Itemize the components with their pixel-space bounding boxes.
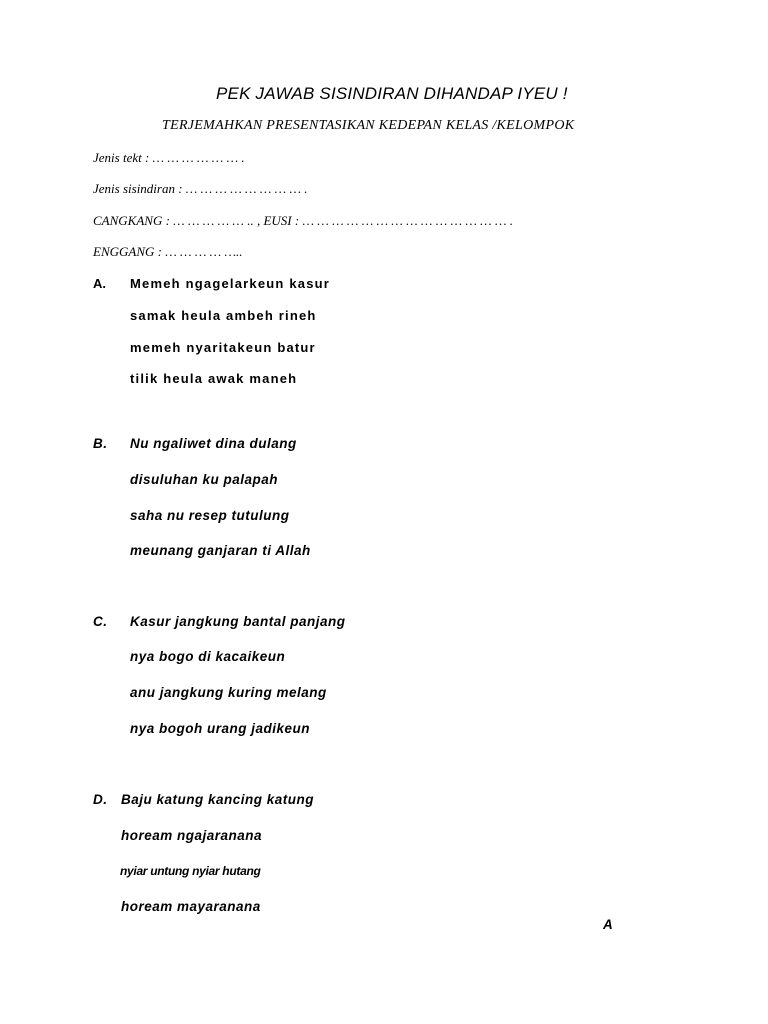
poem-label: B.	[93, 436, 108, 451]
poem-line: hoream mayaranana	[121, 899, 261, 914]
field-jenis-sisindiran: Jenis sisindiran : … … … … … … … … .	[93, 181, 308, 196]
poem-line: anu jangkung kuring melang	[130, 685, 327, 700]
poem-line: nya bogoh urang jadikeun	[130, 721, 311, 736]
footer-mark: A	[603, 917, 614, 932]
page-subtitle: TERJEMAHKAN PRESENTASIKAN KEDEPAN KELAS /KELOMPOK	[162, 118, 575, 133]
page-title: PEK JAWAB SISINDIRAN DIHANDAP IYEU !	[216, 84, 568, 103]
poem-line: hoream ngajaranana	[121, 828, 263, 843]
poem-label: D.	[93, 792, 108, 807]
poem-line: saha nu resep tutulung	[130, 508, 290, 523]
poem-label: A.	[93, 276, 106, 291]
poem-line: disuluhan ku palapah	[130, 472, 279, 487]
field-jenis-tekt: Jenis tekt : … … … … … … .	[93, 150, 245, 165]
poem-line: memeh nyaritakeun batur	[130, 340, 316, 355]
field-enggang: ENGGANG : … … … … …..	[93, 244, 243, 259]
poem-line: nyiar untung nyiar hutang	[120, 864, 261, 878]
poem-label: C.	[93, 614, 108, 629]
field-cangkang-eusi: CANGKANG : … … … … … .. , EUSI : … … … … … … … … … … … … … … .	[93, 213, 514, 228]
poem-line: Memeh ngagelarkeun kasur	[130, 276, 331, 291]
poem-line: Baju katung kancing katung	[121, 792, 315, 807]
poem-line: meunang ganjaran ti Allah	[130, 543, 311, 558]
poem-line: Nu ngaliwet dina dulang	[130, 436, 297, 451]
poem-line: Kasur jangkung bantal panjang	[130, 614, 346, 629]
poem-line: samak heula ambeh rineh	[130, 308, 317, 323]
poem-line: tilik heula awak maneh	[130, 371, 298, 386]
poem-line: nya bogo di kacaikeun	[130, 649, 286, 664]
